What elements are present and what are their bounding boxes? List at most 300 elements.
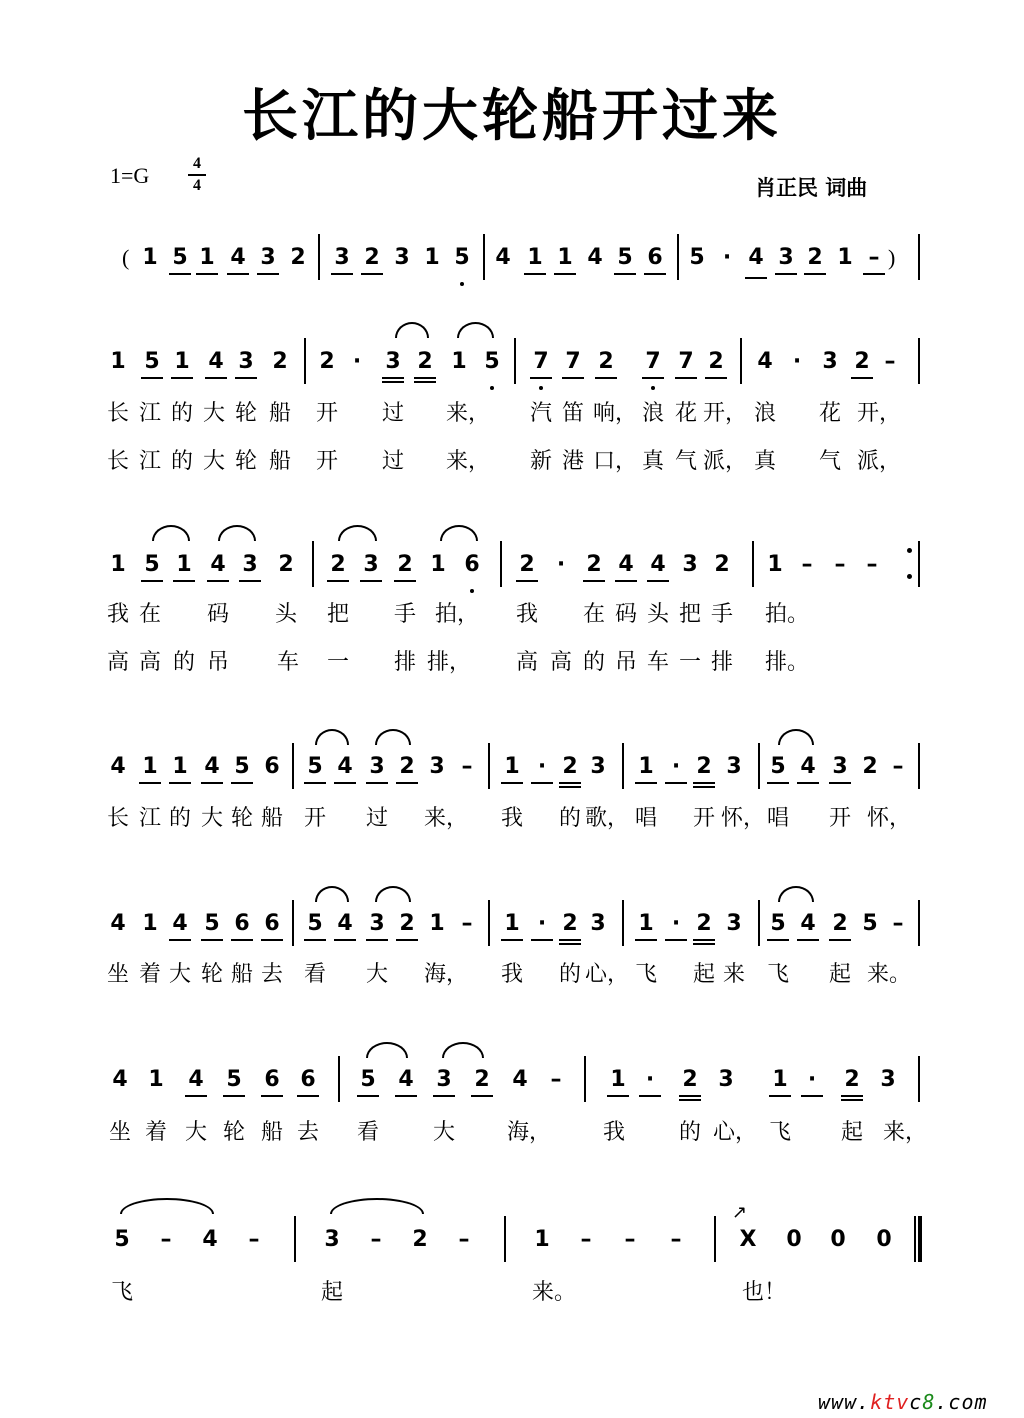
- lyric-char: 港: [561, 449, 584, 474]
- system-3-notes: [0, 747, 1024, 787]
- lyric-char: 海，: [424, 962, 469, 987]
- lyric-char: 船: [230, 962, 253, 987]
- lyric-line: [0, 958, 1024, 992]
- barline: [312, 541, 314, 587]
- low-octave-dot: [470, 589, 474, 593]
- note: 4: [112, 1067, 128, 1092]
- note: 2: [840, 1060, 864, 1100]
- time-denominator: 4: [188, 174, 206, 196]
- lyric-char: 开: [315, 449, 338, 474]
- lyric-char: 的: [558, 962, 581, 987]
- barline: [740, 338, 742, 384]
- barline: [622, 743, 624, 789]
- note: ·: [800, 1060, 824, 1100]
- lyric-char: 江: [138, 401, 161, 426]
- note: 1: [430, 552, 446, 577]
- note: 4: [184, 1060, 208, 1100]
- note: –: [370, 1227, 382, 1252]
- watermark-c: c: [909, 1390, 923, 1414]
- system-2-notes: [0, 545, 1024, 585]
- lyric-char: 坐: [108, 1120, 131, 1145]
- note: 4: [796, 747, 820, 787]
- slur: [778, 729, 814, 745]
- note: –: [160, 1227, 172, 1252]
- lyric-char: 高: [549, 650, 572, 675]
- lyric-char: 我: [500, 806, 523, 831]
- barline: [338, 1056, 340, 1102]
- lyric-char: 码: [206, 602, 229, 627]
- watermark-eight: 8: [922, 1390, 936, 1414]
- note: 2: [360, 238, 384, 278]
- note: 3: [256, 238, 280, 278]
- note: 1: [500, 747, 524, 787]
- note: 2: [594, 342, 618, 382]
- note: 1: [170, 342, 194, 382]
- lyric-char: 吊: [206, 650, 229, 675]
- note: 3: [828, 747, 852, 787]
- lyric-char: 开，: [857, 401, 902, 426]
- note: 6: [460, 545, 484, 585]
- note: ·: [530, 747, 554, 787]
- lyric-char: 船: [268, 449, 291, 474]
- note: ·: [638, 1060, 662, 1100]
- note: 2: [326, 545, 350, 585]
- lyric-char: 的: [172, 650, 195, 675]
- lyric-char: 轮: [234, 401, 257, 426]
- lyric-char: 我: [602, 1120, 625, 1145]
- barline: [500, 541, 502, 587]
- slur: [120, 1198, 214, 1214]
- lyric-char: 排: [393, 650, 416, 675]
- lyric-char: 车: [276, 650, 299, 675]
- note: 3: [394, 245, 410, 270]
- lyric-char: 长: [106, 401, 129, 426]
- note: 5: [766, 904, 790, 944]
- lyric-char: 吊: [614, 650, 637, 675]
- barline: [304, 338, 306, 384]
- lyric-char: 大: [202, 401, 225, 426]
- slur: [375, 729, 411, 745]
- lyric-char: 飞: [768, 1120, 791, 1145]
- note: 3: [682, 552, 698, 577]
- note: 4: [202, 1227, 218, 1252]
- lyric-char: 飞: [766, 962, 789, 987]
- lyric-char: 大: [202, 449, 225, 474]
- note: 1: [142, 911, 158, 936]
- note: 1: [534, 1227, 550, 1252]
- note: –: [670, 1227, 682, 1252]
- note: 2: [470, 1060, 494, 1100]
- note: 2: [558, 747, 582, 787]
- lyric-char: 着: [144, 1120, 167, 1145]
- note: 4: [226, 238, 250, 278]
- note: 4: [206, 545, 230, 585]
- note: –: [892, 754, 904, 779]
- final-barline-thick: [918, 1216, 922, 1262]
- note: 5: [303, 747, 327, 787]
- barline: [294, 1216, 296, 1262]
- lyric-char: 来，: [446, 401, 491, 426]
- lyric-char: 高: [106, 650, 129, 675]
- lyric-char: 怀，: [721, 806, 766, 831]
- accent-mark: ↗: [732, 1202, 748, 1223]
- lyric-char: 着: [138, 962, 161, 987]
- note: 0: [786, 1227, 802, 1252]
- note: 6: [260, 1060, 284, 1100]
- note: 3: [381, 342, 405, 382]
- note: –: [862, 238, 886, 278]
- note: –: [866, 552, 878, 577]
- note: 2: [412, 1227, 428, 1252]
- note: 5: [766, 747, 790, 787]
- note: 4: [757, 349, 773, 374]
- lyric-char: 把: [678, 602, 701, 627]
- watermark: [818, 1390, 988, 1414]
- slur: [315, 886, 349, 902]
- lyric-line: [0, 1276, 1024, 1310]
- barline: [514, 338, 516, 384]
- lyric-char: 一: [678, 650, 701, 675]
- lyric-line: [0, 397, 1024, 431]
- note: 5: [140, 545, 164, 585]
- barline: [318, 234, 320, 280]
- note: 1: [451, 349, 467, 374]
- note: 2: [515, 545, 539, 585]
- note: ·: [792, 349, 802, 374]
- lyric-char: 来。: [867, 962, 912, 987]
- lyric-char: 江: [138, 806, 161, 831]
- note: 0: [830, 1227, 846, 1252]
- note: 2: [850, 342, 874, 382]
- note: 2: [678, 1060, 702, 1100]
- barline: [622, 900, 624, 946]
- system-1-notes: [0, 342, 1024, 382]
- note: 4: [512, 1067, 528, 1092]
- barline: [918, 541, 920, 587]
- note: 7: [674, 342, 698, 382]
- slur: [338, 525, 377, 541]
- lyric-char: 飞: [110, 1280, 133, 1305]
- note: 5: [303, 904, 327, 944]
- lyric-char: 我: [515, 602, 538, 627]
- lyric-char: 大: [200, 806, 223, 831]
- lyric-char: 过: [381, 401, 404, 426]
- author-credit: 肖正民 词曲: [755, 176, 868, 200]
- note: 2: [395, 904, 419, 944]
- lyric-char: 大: [365, 962, 388, 987]
- lyric-char: 船: [260, 1120, 283, 1145]
- note: 1: [110, 349, 126, 374]
- lyric-line: [0, 445, 1024, 479]
- note: 1: [195, 238, 219, 278]
- note: –: [248, 1227, 260, 1252]
- watermark-prefix: www.: [818, 1390, 871, 1414]
- lyric-char: 心，: [585, 962, 630, 987]
- note: X: [739, 1227, 757, 1252]
- note: 3: [432, 1060, 456, 1100]
- lyric-char: 海，: [507, 1120, 552, 1145]
- system-6-notes: [0, 1220, 1024, 1260]
- lyric-char: 在: [582, 602, 605, 627]
- note: 6: [230, 904, 254, 944]
- note: 3: [324, 1227, 340, 1252]
- barline: [677, 234, 679, 280]
- slur: [778, 886, 814, 902]
- note: 7: [529, 342, 553, 382]
- note: 2: [319, 349, 335, 374]
- note: 3: [822, 349, 838, 374]
- barline: [488, 743, 490, 789]
- final-barline: [914, 1216, 916, 1262]
- slur: [375, 886, 411, 902]
- slur: [152, 525, 190, 541]
- note: 1: [500, 904, 524, 944]
- lyric-char: 去: [296, 1120, 319, 1145]
- lyric-char: 花: [818, 401, 841, 426]
- note: 2: [278, 552, 294, 577]
- note: 1: [429, 911, 445, 936]
- lyric-line: [0, 598, 1024, 632]
- lyric-char: 唱: [766, 806, 789, 831]
- slur: [440, 525, 478, 541]
- note: 4: [587, 245, 603, 270]
- lyric-char: 把: [326, 602, 349, 627]
- lyric-char: 浪: [753, 401, 776, 426]
- lyric-char: 开，: [703, 401, 748, 426]
- note: 4: [110, 911, 126, 936]
- lyric-char: 响，: [593, 401, 638, 426]
- lyric-char: 派，: [857, 449, 902, 474]
- note: 4: [394, 1060, 418, 1100]
- lyric-char: 真: [641, 449, 664, 474]
- key-signature: 1=G: [110, 163, 150, 188]
- note: –: [458, 1227, 470, 1252]
- note: 1: [148, 1067, 164, 1092]
- note: 3: [880, 1067, 896, 1092]
- lyric-char: 的: [168, 806, 191, 831]
- note: –: [580, 1227, 592, 1252]
- lyric-char: 头: [646, 602, 669, 627]
- barline: [918, 743, 920, 789]
- note: 4: [200, 747, 224, 787]
- note: 1: [606, 1060, 630, 1100]
- lyric-char: 轮: [234, 449, 257, 474]
- slur: [315, 729, 349, 745]
- lyric-char: 江: [138, 449, 161, 474]
- lyric-char: 高: [138, 650, 161, 675]
- lyric-char: 轮: [222, 1120, 245, 1145]
- note: 5: [230, 747, 254, 787]
- note: 2: [582, 545, 606, 585]
- lyric-char: 过: [381, 449, 404, 474]
- barline: [504, 1216, 506, 1262]
- lyric-char: 开: [315, 401, 338, 426]
- note: 2: [393, 545, 417, 585]
- lyric-char: 开: [692, 806, 715, 831]
- note: 5: [200, 904, 224, 944]
- lyric-char: 过: [365, 806, 388, 831]
- lyric-char: 汽: [529, 401, 552, 426]
- note: 4: [796, 904, 820, 944]
- note: ·: [664, 904, 688, 944]
- lyric-char: 我: [500, 962, 523, 987]
- note: 7: [561, 342, 585, 382]
- slur: [442, 1042, 484, 1058]
- lyric-char: 来，: [446, 449, 491, 474]
- note: 3: [429, 754, 445, 779]
- lyric-char: 排: [710, 650, 733, 675]
- note: 6: [643, 238, 667, 278]
- note: 1: [168, 747, 192, 787]
- barline: [918, 900, 920, 946]
- lyric-char: 大: [168, 962, 191, 987]
- note: 5: [168, 238, 192, 278]
- repeat-dot: [907, 548, 912, 553]
- note: 1: [553, 238, 577, 278]
- note: 3: [330, 238, 354, 278]
- lyric-char: 大: [184, 1120, 207, 1145]
- note: 5: [613, 238, 637, 278]
- note: –: [550, 1067, 562, 1092]
- note: 4: [744, 238, 768, 278]
- intro-open-paren: (: [122, 245, 130, 270]
- lyric-char: 起: [840, 1120, 863, 1145]
- lyric-char: 轮: [200, 962, 223, 987]
- note: 4: [614, 545, 638, 585]
- time-numerator: 4: [193, 155, 201, 172]
- note: 2: [272, 349, 288, 374]
- lyric-line: [0, 802, 1024, 836]
- lyric-char: 的: [170, 449, 193, 474]
- note: 2: [862, 754, 878, 779]
- slur: [457, 322, 494, 338]
- slur: [330, 1198, 424, 1214]
- watermark-suffix: .com: [935, 1390, 988, 1414]
- lyric-char: 一: [326, 650, 349, 675]
- note: 3: [590, 911, 606, 936]
- lyric-char: 头: [274, 602, 297, 627]
- lyric-char: 车: [646, 650, 669, 675]
- lyric-char: 去: [260, 962, 283, 987]
- lyric-char: 高: [515, 650, 538, 675]
- lyric-char: 轮: [230, 806, 253, 831]
- barline: [918, 1056, 920, 1102]
- system-4-notes: [0, 904, 1024, 944]
- system-5-notes: [0, 1060, 1024, 1100]
- note: 5: [140, 342, 164, 382]
- lyric-char: 在: [138, 602, 161, 627]
- note: 3: [359, 545, 383, 585]
- lyric-char: 起: [828, 962, 851, 987]
- lyric-line: [0, 1116, 1024, 1150]
- lyric-char: 怀，: [867, 806, 912, 831]
- low-octave-dot: [651, 386, 655, 390]
- note: –: [461, 754, 473, 779]
- watermark-ktv: ktv: [870, 1390, 910, 1414]
- lyric-char: 花: [674, 401, 697, 426]
- note: 5: [356, 1060, 380, 1100]
- note: 3: [726, 754, 742, 779]
- note: 3: [234, 342, 258, 382]
- low-octave-dot: [490, 386, 494, 390]
- lyric-char: 的: [582, 650, 605, 675]
- note: 2: [413, 342, 437, 382]
- note: 4: [333, 747, 357, 787]
- lyric-char: 口，: [593, 449, 638, 474]
- repeat-dot: [907, 574, 912, 579]
- note: 6: [296, 1060, 320, 1100]
- note: 1: [424, 245, 440, 270]
- lyric-char: 大: [432, 1120, 455, 1145]
- barline: [918, 234, 920, 280]
- lyric-char: 的: [558, 806, 581, 831]
- lyric-char: 坐: [106, 962, 129, 987]
- note: 2: [714, 552, 730, 577]
- note: 5: [114, 1227, 130, 1252]
- note: 3: [238, 545, 262, 585]
- note: 3: [718, 1067, 734, 1092]
- note: 4: [204, 342, 228, 382]
- note: 1: [767, 552, 783, 577]
- slur: [218, 525, 256, 541]
- lyric-char: 开: [828, 806, 851, 831]
- note: 3: [774, 238, 798, 278]
- lyric-char: 长: [106, 449, 129, 474]
- lyric-char: 船: [260, 806, 283, 831]
- lyric-char: 来，: [883, 1120, 928, 1145]
- note: –: [624, 1227, 636, 1252]
- lyric-line: [0, 646, 1024, 680]
- lyric-char: 手: [393, 602, 416, 627]
- note: –: [892, 911, 904, 936]
- note: –: [801, 552, 813, 577]
- barline: [483, 234, 485, 280]
- lyric-char: 起: [320, 1280, 343, 1305]
- note: 1: [837, 245, 853, 270]
- note: 6: [260, 904, 284, 944]
- note: ·: [664, 747, 688, 787]
- lyric-char: 浪: [641, 401, 664, 426]
- note: 5: [450, 238, 474, 278]
- lyric-char: 船: [268, 401, 291, 426]
- note: 3: [726, 911, 742, 936]
- song-title: 长江的大轮船开过来: [242, 84, 782, 149]
- note: 2: [803, 238, 827, 278]
- note: 1: [634, 904, 658, 944]
- barline: [292, 900, 294, 946]
- barline: [584, 1056, 586, 1102]
- note: 6: [264, 754, 280, 779]
- note: 1: [138, 747, 162, 787]
- lyric-char: 唱: [634, 806, 657, 831]
- lyric-char: 看: [303, 962, 326, 987]
- note: 5: [862, 911, 878, 936]
- barline: [752, 541, 754, 587]
- lyric-char: 的: [170, 401, 193, 426]
- barline: [292, 743, 294, 789]
- lyric-char: 歌，: [585, 806, 630, 831]
- lyric-char: 码: [614, 602, 637, 627]
- note: 5: [222, 1060, 246, 1100]
- note: 2: [692, 747, 716, 787]
- note: 2: [692, 904, 716, 944]
- note: 2: [290, 245, 306, 270]
- lyric-char: 笛: [561, 401, 584, 426]
- note: 1: [142, 245, 158, 270]
- barline: [488, 900, 490, 946]
- note: 2: [395, 747, 419, 787]
- lyric-char: 看: [356, 1120, 379, 1145]
